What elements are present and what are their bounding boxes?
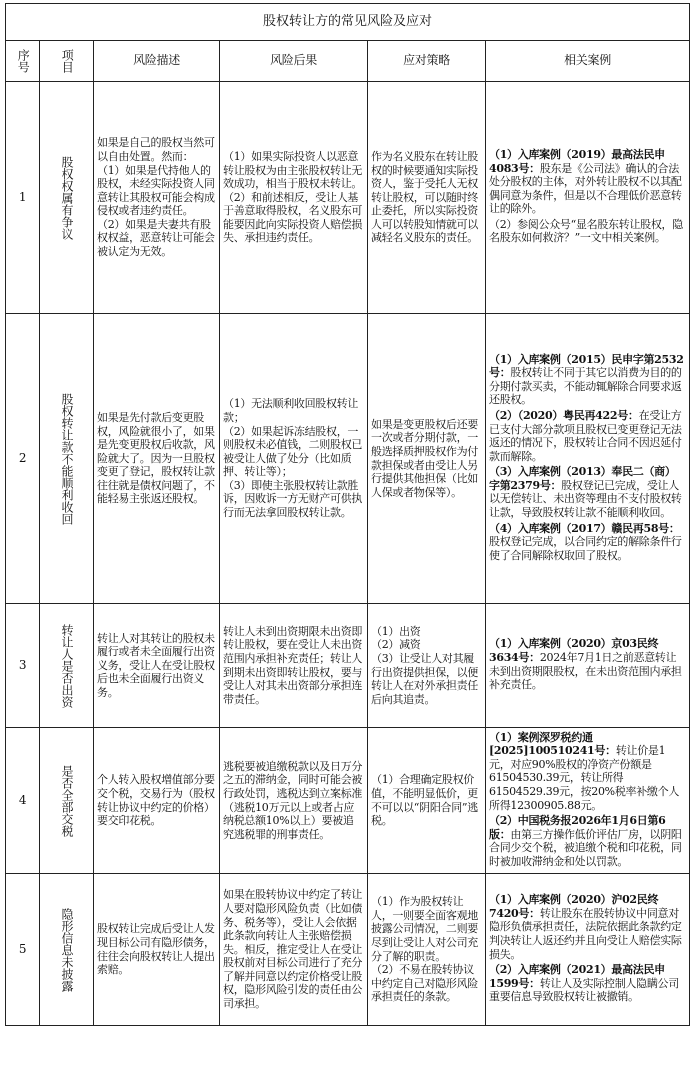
related-cases — [486, 874, 690, 1026]
risk-description: 如果是自己的股权当然可以自由处置。然而： （1）如果是代持他人的股权，未经实际投资人同意转让其股权可能会构成侵权或者违约责任。 （2）如果是夫妻共有股权权益，恶意转让可能会被认定为无效。 — [94, 82, 220, 314]
row-number: 1 — [6, 82, 40, 314]
response-strategy: 作为名义股东在转让股权的时候要通知实际投资人，鉴于受托人无权转让股权，可以随时终止委托，所以实际投资人可以转股知情就可以减轻名义股东的责任。 — [368, 82, 486, 314]
case-reference: （2）入库案例（2021）最高法民申1599号： — [489, 963, 665, 990]
row-item — [40, 728, 94, 874]
header-no: 序号 — [6, 41, 40, 82]
risk-consequence: 转让人未到出资期限未出资即转让股权，要在受让人未出资范围内承担补充责任；转让人到期未出资即转让股权，要与受让人对其未出资部分承担连带责任。 — [220, 604, 368, 728]
case-reference: （2）（2020）粤民再422号： — [489, 408, 639, 422]
risk-consequence: （1）如果实际投资人以恶意转让股权为由主张股权转让无效成功，相当于股权未转让。 （2）和前述相反，受让人基于善意取得股权，名义股东可能要因此向实际投资人赔偿损失、承担违约责任。 — [220, 82, 368, 314]
row-item-label: 是否全部交税 — [60, 764, 74, 837]
row-item-label: 隐形信息未披露 — [60, 907, 74, 992]
risk-table-document — [0, 3, 693, 1067]
row-item — [40, 874, 94, 1026]
response-strategy: 如果是变更股权后还要一次或者分期付款，一般选择质押股权作为付款担保或者由受让人另行提供其他担保（比如人保或者物保等）。 — [368, 314, 486, 604]
case-summary: 股权登记已完成，受让人以无偿转让、未出资等理由不支付股权转让款，导致股权转让款不能顺利收回。 — [489, 478, 682, 520]
risk-consequence: （1）无法顺利收回股权转让款； （2）如果起诉冻结股权，一则股权未必值钱，二则股权已被受让人做了处分（比如质押、转让等）； （3）即使主张股权转让款胜诉，因败诉一方无财产可供执行而无法拿回股权转让款。 — [220, 314, 368, 604]
header-row — [6, 41, 690, 82]
response-strategy: （1）出资 （2）减资 （3）让受让人对其履行出资提供担保，以便转让人在对外承担责任后向其追责。 — [368, 604, 486, 728]
response-strategy: （1）合理确定股权价值，不能明显低价，更不可以以“阴阳合同”逃税。 — [368, 728, 486, 874]
row-item — [40, 82, 94, 314]
case-reference: （2）中国税务报2026年1月6日第6版： — [489, 814, 666, 841]
case-summary: （2）参阅公众号“显名股东转让股权，隐名股东如何救济？”一文中相关案例。 — [489, 217, 683, 245]
table-row — [6, 874, 690, 1026]
row-item-label: 股权转让款不能顺利收回 — [60, 392, 74, 525]
row-item — [40, 314, 94, 604]
row-item-label: 股权权属有争议 — [60, 155, 74, 240]
header-cases: 相关案例 — [486, 41, 690, 82]
row-number: 3 — [6, 604, 40, 728]
row-number: 4 — [6, 728, 40, 874]
table-body — [6, 82, 690, 1026]
case-reference: （1）入库案例（2020）京03民终3634号： — [489, 637, 659, 664]
case-reference: （4）入库案例（2017）赣民再58号： — [489, 521, 680, 535]
header-desc: 风险描述 — [94, 41, 220, 82]
case-entry — [489, 353, 686, 407]
case-entry — [489, 893, 686, 961]
case-summary: 转让价是1元，对应90%股权的净资产份额是61504530.39元，转让所得61504529.39元，按20%税率补缴个人所得12300905.88元。 — [489, 744, 680, 812]
case-entry — [489, 218, 686, 245]
table-title: 股权转让方的常见风险及应对 — [6, 4, 690, 41]
case-entry — [489, 731, 686, 813]
row-item-label: 转让人是否出资 — [60, 623, 74, 708]
row-item — [40, 604, 94, 728]
related-cases — [486, 82, 690, 314]
table-row — [6, 728, 690, 874]
related-cases — [486, 604, 690, 728]
table-row — [6, 82, 690, 314]
case-entry — [489, 148, 686, 216]
case-reference: （3）入库案例（2013）奉民二（商）字第2379号： — [489, 465, 676, 492]
case-reference: （1）入库案例（2020）沪02民终7420号： — [489, 893, 659, 920]
case-reference: （1）案例深罗税约通[2025]100510241号： — [489, 730, 616, 758]
risk-table — [5, 3, 690, 1026]
case-summary: 由第三方操作低价评估厂房，以阴阳合同少交个税，被追缴个税和印花税，同时被加收滞纳金和处以罚款。 — [489, 827, 682, 868]
related-cases — [486, 728, 690, 874]
case-reference: （1）入库案例（2015）民申字第2532号： — [489, 352, 684, 380]
case-entry — [489, 522, 686, 563]
header-item: 项目 — [40, 41, 94, 82]
case-entry — [489, 637, 686, 691]
case-summary: 转让股东在股转协议中同意对隐形负债承担责任，法院依据此条款约定判决转让人返还约并且向受让人赔偿实际损失。 — [489, 906, 682, 961]
table-row — [6, 314, 690, 604]
risk-description: 如果是先付款后变更股权，风险就很小了，如果是先变更股权后收款，风险就大了。因为一旦股权变更了登记，股权转让款往往就是债权问题了，不能轻易主张返还股权。 — [94, 314, 220, 604]
case-summary: 转让人及实际控制人隐瞒公司重要信息导致股权转让被撤销。 — [489, 976, 679, 1004]
case-reference: （1）入库案例（2019）最高法民申4083号： — [489, 147, 665, 175]
risk-consequence: 逃税要被追缴税款以及日万分之五的滞纳金，同时可能会被行政处罚，逃税达到立案标准（逃税10万元以上或者占应纳税总额10%以上）要被追究逃税罪的刑事责任。 — [220, 728, 368, 874]
case-summary: 股东是《公司法》确认的合法处分股权的主体，对外转让股权不以其配偶同意为条件，但是以不合理低价恶意转让的除外。 — [489, 161, 682, 216]
header-consequence: 风险后果 — [220, 41, 368, 82]
case-entry — [489, 465, 686, 519]
case-summary: 股权转让不同于其它以消费为目的的分期付款买卖，不能动辄解除合同要求返还股权。 — [489, 366, 682, 407]
case-summary: 在受让方已支付大部分款项且股权已变更登记无法返还的情况下，股权转让合同不因迟延付款而解除。 — [489, 408, 682, 463]
case-entry — [489, 409, 686, 463]
related-cases — [486, 314, 690, 604]
row-number: 5 — [6, 874, 40, 1026]
risk-description: 个人转入股权增值部分要交个税，交易行为（股权转让协议中约定的价格）要交印花税。 — [94, 728, 220, 874]
risk-description: 转让人对其转让的股权未履行或者未全面履行出资义务，受让人在受让股权后也未全面履行出资义务。 — [94, 604, 220, 728]
case-summary: 股权登记完成，以合同约定的解除条件行使了合同解除权取回了股权。 — [489, 535, 682, 562]
row-number: 2 — [6, 314, 40, 604]
risk-description: 股权转让完成后受让人发现目标公司有隐形债务，往往会向股权转让人提出索赔。 — [94, 874, 220, 1026]
risk-consequence: 如果在股转协议中约定了转让人要对隐形风险负责（比如债务、税务等），受让人会依据此条款向转让人主张赔偿损失。相反，推定受让人在受让股权前对目标公司进行了充分了解并同意以约定价格受让股权，隐形风险引发的责任由公司承担。 — [220, 874, 368, 1026]
header-strategy: 应对策略 — [368, 41, 486, 82]
case-entry — [489, 963, 686, 1004]
table-row — [6, 604, 690, 728]
case-summary: 2024年7月1日之前恶意转让未到出资期限股权，在未出资范围内承担补充责任。 — [489, 650, 682, 692]
case-entry — [489, 814, 686, 868]
response-strategy: （1）作为股权转让人，一则要全面客观地披露公司情况，二则要尽到让受让人对公司充分了解的职责。 （2）不易在股转协议中约定自己对隐形风险承担责任的条款。 — [368, 874, 486, 1026]
